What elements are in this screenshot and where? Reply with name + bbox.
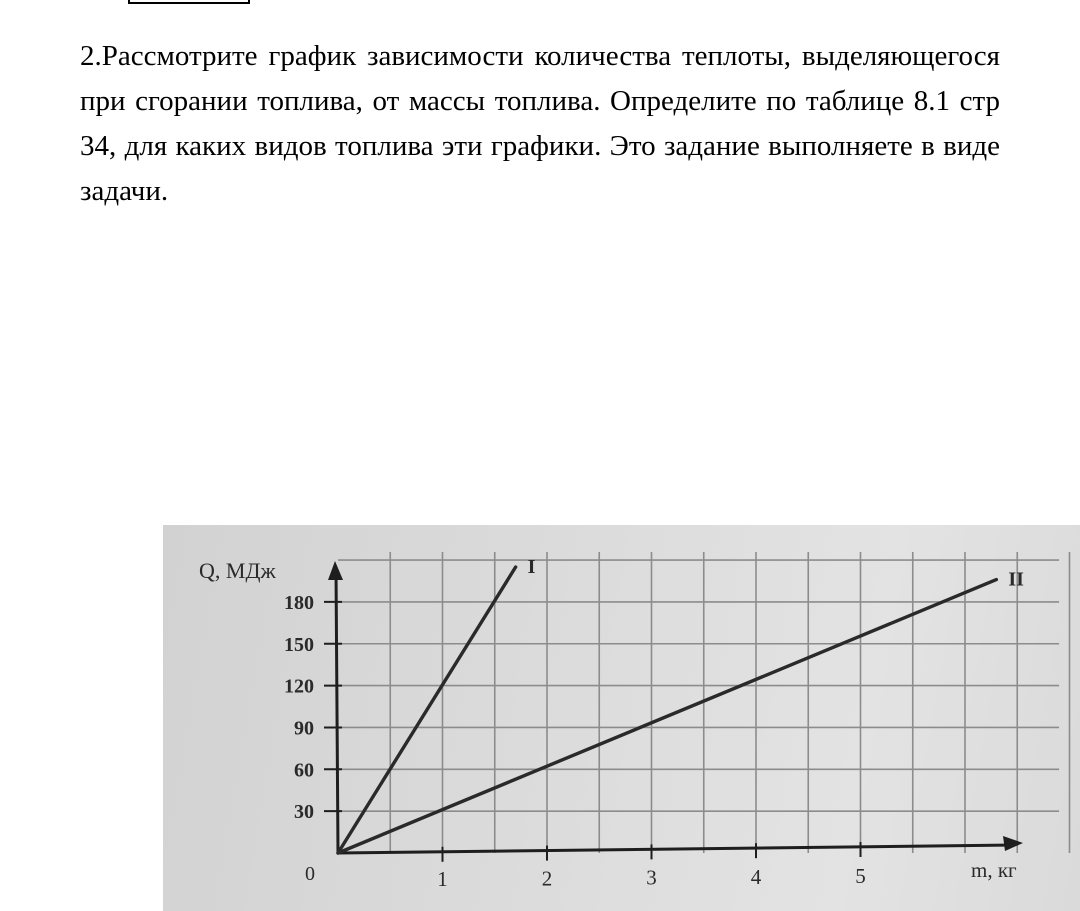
- series-line-II: [338, 580, 996, 853]
- series-label-I: I: [527, 556, 536, 579]
- x-tick-label-5: 5: [855, 864, 866, 888]
- series-label-II: II: [1008, 568, 1024, 591]
- series-line-I: [338, 567, 516, 853]
- y-axis-label: Q, МДж: [199, 558, 276, 583]
- x-tick-label-3: 3: [646, 865, 657, 890]
- answer-box-fragment: [128, 0, 250, 4]
- y-tick-label-30: 30: [294, 801, 314, 824]
- chart-labels: [199, 556, 1024, 891]
- y-tick-label-90: 90: [294, 717, 314, 740]
- task-text: 2.Рассмотрите график зависимости количества теплоты, выделяющегося при сгорании топлива, от массы топлива. Определите по таблице 8.1 стр 34, для каких видов топлива эти графики. Это задание выполняете в виде задачи.: [80, 40, 1000, 207]
- x-axis-label: m, кг: [971, 858, 1017, 882]
- origin-label: 0: [305, 863, 315, 885]
- y-axis-arrow: [328, 561, 343, 580]
- chart-series: [338, 567, 996, 853]
- x-tick-label-4: 4: [750, 864, 762, 889]
- x-axis-arrow: [1003, 836, 1023, 851]
- y-tick-label-180: 180: [284, 591, 314, 614]
- x-tick-label-2: 2: [541, 866, 553, 891]
- x-tick-label-1: 1: [437, 867, 448, 892]
- y-tick-label-120: 120: [284, 675, 314, 698]
- y-tick-label-150: 150: [284, 633, 314, 656]
- chart-photo: [163, 525, 1080, 911]
- heat-mass-chart: [163, 525, 1080, 911]
- y-tick-label-60: 60: [294, 759, 314, 782]
